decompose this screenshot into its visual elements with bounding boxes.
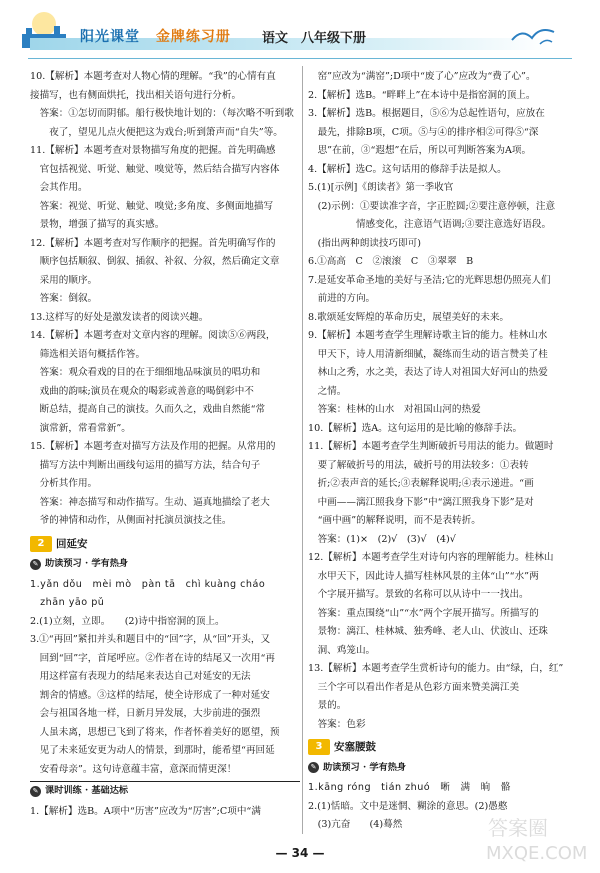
series-title	[80, 26, 231, 46]
section-heading-3	[308, 738, 570, 757]
text-line: 景物，增强了描写的真实感。	[30, 219, 165, 230]
text-line: 割舍的情感。③这样的结尾，使全诗形成了一种对延安	[30, 689, 270, 701]
text-line: 回到“回”字，首尾呼应。②作者在诗的结尾又一次用“再	[30, 652, 275, 664]
column-divider	[302, 66, 303, 834]
text-line: 答案：观众看戏的目的在于细细地品味演员的唱功和	[30, 367, 261, 378]
series-name-a: 阳光课堂	[80, 29, 140, 45]
section-number: 2	[30, 536, 52, 552]
text-line: 思”在前，③“遐想”在后，所以可判断答案为A项。	[308, 145, 532, 156]
bird-icon	[510, 22, 560, 48]
text-line: 窑”应改为“满窑”;D项中“废了心”应改为“费了心”。	[308, 71, 536, 82]
text-line: 10.【解析】本题考查对人物心情的理解。“我”的心情有直	[30, 71, 276, 82]
text-line: 描写方法中判断出画线句运用的描写方法，结合句子	[30, 459, 261, 471]
text-line: 12.【解析】本题考查对写作顺序的把握。首先明确写作的	[30, 237, 276, 249]
text-line: 折;②表声音的延长;③表解释说明;④表示递进。“画	[308, 478, 534, 489]
text-line: 15.【解析】本题考查对描写方法及作用的把握。从常用的	[30, 441, 276, 452]
series-name-b: 金牌练习册	[155, 29, 231, 45]
text-line: 个字展开描写。景致的名称可以从诗中一一找出。	[308, 589, 529, 600]
text-line: 人虽未离，思想已飞到了将来，作者怀着美好的愿望，预	[30, 726, 280, 738]
text-line: 答案：①怎切而阴郁。船行极快地计划的：（每次略不听到歌	[30, 108, 294, 119]
text-line: 夜了，望见儿点火便把这为戏台;听到箫声而“自失”等。	[30, 126, 283, 138]
section-heading-2	[30, 535, 300, 554]
svg-text:答案圈: 答案圈	[488, 816, 548, 840]
text-line: (3)亢奋 (4)蓦然	[308, 819, 403, 830]
text-line: 之情。	[308, 385, 347, 397]
text-line: 14.【解析】本题考查对文章内容的理解。阅读⑤⑥两段，	[30, 330, 276, 341]
text-line: 采用的顺序。	[30, 274, 98, 286]
pencil-icon: ✎	[30, 559, 41, 570]
text-line: 7.是延安革命圣地的美好与圣洁;它的光辉思想仍照亮人们	[308, 274, 551, 286]
text-line: 前进的方向。	[308, 293, 376, 304]
text-line: 官包括视觉、听觉、触觉、嗅觉等，然后结合描写内容体	[30, 163, 280, 175]
section-2-answers	[30, 576, 300, 780]
text-line: 见了未来延安更为动人的情景，到那时，能希望“再回延	[30, 745, 275, 756]
page-header	[0, 0, 600, 62]
text-line: 安看母亲”。这句诗意蕴丰富，意深而情更深！	[30, 763, 237, 775]
text-line: 6.①高高 C ②滚滚 C ③翠翠 B	[308, 256, 474, 267]
text-line: 林山之秀，水之美，表达了诗人对祖国大好河山的热爱	[308, 367, 548, 378]
text-line: 最先，排除B项，C项。⑤与④的排序相②可得⑤“深	[308, 126, 539, 138]
text-line: 会与祖国各地一样，日新月异发展，大步前进的强烈	[30, 708, 261, 719]
left-answers	[30, 68, 300, 531]
right-column	[308, 68, 570, 835]
text-line: 爷的神情和动作，从侧面衬托演员演技之佳。	[30, 515, 232, 526]
text-line: 11.【解析】本题考查对景物描写角度的把握。首先明确感	[30, 145, 276, 156]
text-line: 13.【解析】本题考查学生赏析诗句的能力。由“绿，白，红”	[308, 663, 564, 674]
pencil-icon: ✎	[30, 786, 41, 797]
text-line: 答案：桂林的山水 对祖国山河的热爱	[308, 404, 481, 415]
text-line: 接描写，也有侧面烘托，找出相关语句进行分析。	[30, 89, 242, 101]
text-line: 中画——漓江照我身下影”中“漓江照我身下影”是对	[308, 496, 534, 508]
text-line: 洞、鸡笼山。	[308, 644, 376, 656]
text-line: 景物：漓江、桂林城、独秀峰、老人山、伏波山、还珠	[308, 626, 548, 637]
subsection-preview	[30, 555, 300, 574]
text-line: 分析其作用。	[30, 478, 98, 489]
text-line: 三个字可以看出作者是从色彩方面来赞美漓江美	[308, 681, 520, 693]
text-line: 答案：色彩	[308, 718, 366, 730]
text-line: 用这样富有表现力的结尾来表达自己对延安的无法	[30, 671, 251, 682]
text-line: 筛选相关语句概括作答。	[30, 348, 146, 360]
text-line: 5.(1)[示例]《朗读者》第一季收官	[308, 182, 454, 193]
text-line: 顺序包括顺叙、倒叙、插叙、补叙、分叙，然后确定文章	[30, 256, 280, 267]
text-line: 演常新，常看常新”。	[30, 422, 131, 434]
text-line: 2.【解析】选B。“畔畔上”在本诗中是指窑洞的顶上。	[308, 89, 536, 101]
right-answers	[308, 68, 570, 734]
text-line: 3.①“再回”紧扣并头和题目中的“回”字，从“回”开头，又	[30, 634, 271, 645]
text-line: 会其作用。	[30, 182, 88, 193]
text-line: 戏曲的韵味;演员在观众的喝彩或善意的喝倒彩中不	[30, 385, 254, 397]
text-line: 1.yǎn dǒu mèi mò pàn tā chì kuàng cháo	[30, 578, 266, 590]
text-line: 2.(1)立刻，立即。 (2)诗中指窑洞的顶上。	[30, 615, 225, 627]
text-line: 答案：神态描写和动作描写。生动、逼真地描绘了老大	[30, 496, 270, 508]
text-line: 答案：倒叙。	[30, 293, 98, 304]
subsection-preview	[308, 759, 570, 778]
text-line: (指出两种朗读技巧即可)	[308, 237, 422, 249]
text-line: (2)示例：①要读准字音，字正腔圆;②要注意停顿，注意	[308, 200, 556, 212]
text-line: 答案：(1)× (2)√ (3)√ (4)√	[308, 533, 456, 545]
watermark-text: MXQE.COM	[486, 843, 588, 864]
text-line: 8.歌颂延安辉煌的革命历史，展望美好的未来。	[308, 311, 510, 323]
text-line: 景的。	[308, 700, 347, 711]
section-title: 安塞腰鼓	[334, 741, 376, 753]
text-line: 9.【解析】本题考查学生理解诗歌主旨的能力。桂林山水	[308, 330, 548, 341]
page-number: — 34 —	[275, 846, 325, 860]
section-title: 回延安	[56, 537, 88, 550]
text-line: 2.(1)恬暗。文中是迷惘、糊涂的意思。(2)愚憨	[308, 800, 508, 812]
text-line: 1.kāng róng tián zhuó 晰 满 晌 骼	[308, 782, 511, 793]
text-line: 要了解破折号的用法，破折号的用法较多：①表转	[308, 459, 529, 471]
text-line: 11.【解析】本题考查学生判断破折号用法的能力。做题时	[308, 441, 554, 452]
text-line: 1.【解析】选B。A项中“历害”应改为“厉害”;C项中“满	[30, 805, 261, 817]
subsection-practice	[30, 781, 300, 801]
text-line: 10.【解析】选A。这句运用的是比喻的修辞手法。	[308, 422, 523, 434]
left-column	[30, 68, 300, 821]
text-line: 4.【解析】选C。这句话用的修辞手法是拟人。	[308, 163, 507, 175]
header-rule	[28, 58, 572, 59]
pencil-icon: ✎	[308, 762, 319, 773]
text-line: 13.这样写的好处是激发读者的阅读兴趣。	[30, 311, 209, 323]
subsection-label: 助读预习 · 学有热身	[323, 761, 407, 773]
text-line: 甲天下，诗人用清新细腻，凝练而生动的语言赞美了桂	[308, 348, 548, 360]
text-line: 情感变化，注意语气语调;③要注意选好语段。	[308, 219, 552, 230]
text-line: “画中画”的解释说明，而不是表转折。	[308, 515, 481, 526]
text-line: zhān yāo pǔ	[30, 597, 105, 608]
practice-answers	[30, 803, 300, 822]
section-number: 3	[308, 739, 330, 755]
text-line: 水甲天下，因此诗人描写桂林风景的主体“山”“水”两	[308, 570, 539, 582]
subsection-label: 课时训练 · 基础达标	[45, 785, 129, 796]
subject-grade: 语文 八年级下册	[262, 31, 367, 46]
text-line: 答案：重点围绕“山”“水”两个字展开描写。所描写的	[308, 607, 539, 619]
text-line: 答案：视觉、听觉、触觉、嗅觉;多角度、多侧面地描写	[30, 200, 274, 212]
text-line: 断总结，提高自己的演技。久而久之，戏曲自然能“常	[30, 404, 266, 415]
subsection-label: 助读预习 · 学有热身	[45, 558, 129, 569]
text-line: 3.【解析】选B。根据题目，⑤⑥为总起性语句，应放在	[308, 108, 545, 119]
text-line: 12.【解析】本题考查学生对诗句内容的理解能力。桂林山	[308, 552, 554, 563]
watermark-logo	[480, 811, 590, 867]
